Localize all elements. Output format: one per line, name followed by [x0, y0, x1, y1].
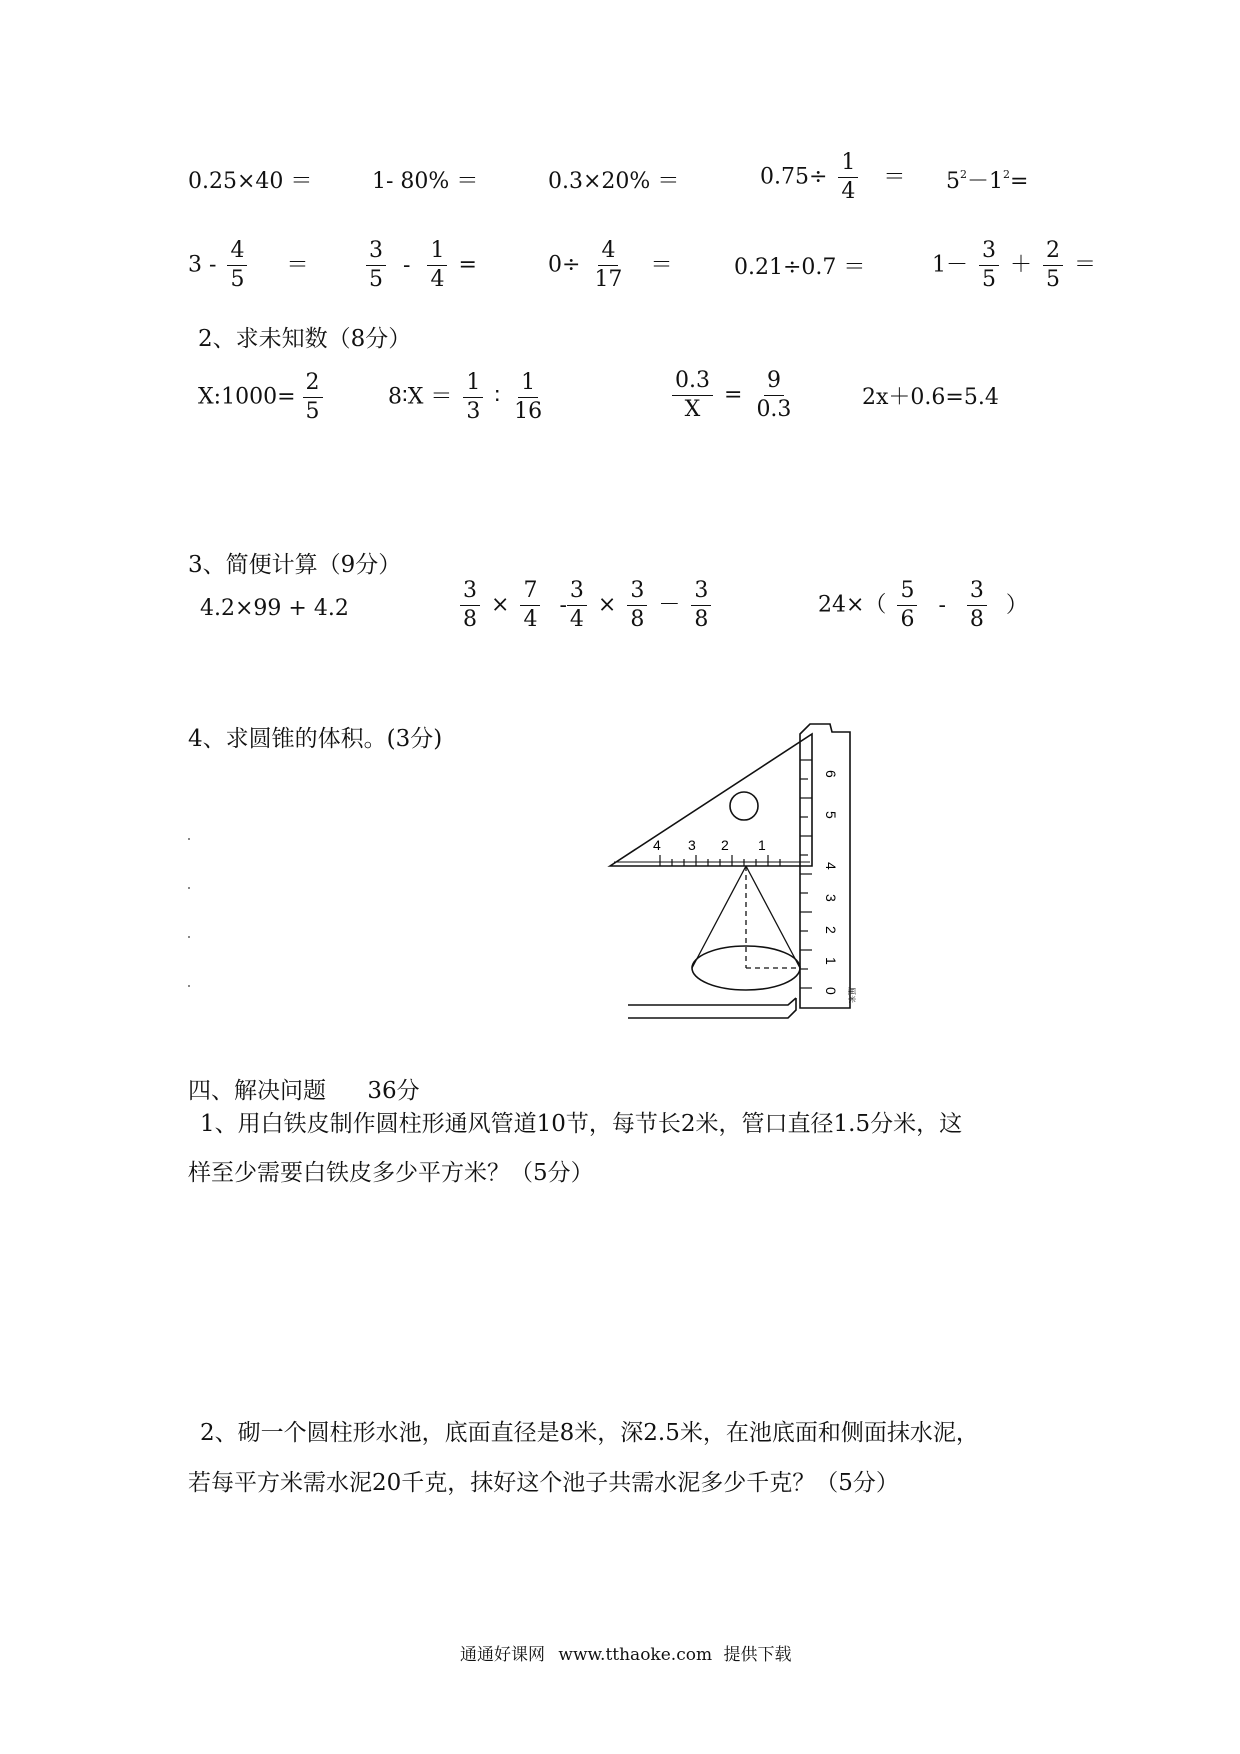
- fraction: $\frac{1}{3}$: [463, 372, 483, 423]
- calc-row1-item4-pre: 0.75÷: [760, 164, 828, 190]
- triangle-tick-label: 1: [758, 837, 766, 853]
- calc-row1-item4-post: ＝: [883, 164, 906, 190]
- ruler-tick-label: 0: [823, 987, 839, 995]
- fraction: $\frac{4}{5}$: [227, 240, 247, 291]
- calc-row1-item2: 1- 80% ＝: [372, 169, 479, 194]
- scan-dot: [188, 887, 190, 889]
- triangle-tick-label: 2: [721, 837, 729, 853]
- problem-2-line-1: 2、砌一个圆柱形水池，底面直径是8米，深2.5米，在池底面和侧面抹水泥，: [200, 1420, 979, 1446]
- part4-title: 四、解决问题: [188, 1078, 326, 1104]
- footer-action: 提供下载: [723, 1645, 792, 1665]
- cone-side-left: [692, 866, 746, 968]
- equation-1: X:1000= $\frac{2}{5}$: [198, 372, 327, 423]
- fraction: $\frac{3}{8}$: [967, 580, 987, 631]
- triangle-tick-label: 3: [688, 837, 696, 853]
- footer-site: 通通好课网: [460, 1645, 545, 1665]
- calc-row1-item5: $5^2-1^2=$: [946, 168, 1029, 194]
- calc-row2-item5: 1－ $\frac{3}{5}$ ＋ $\frac{2}{5}$ ＝: [932, 238, 1097, 292]
- ruler-tick-label: 1: [823, 957, 839, 965]
- fraction: $\frac{3}{8}$: [460, 580, 480, 631]
- ruler-unit-label: 厘米: [847, 987, 856, 1003]
- section4-heading: 4、求圆锥的体积。(3分): [188, 726, 443, 752]
- fraction: $\frac{0.3}{X}$: [672, 370, 713, 421]
- cone-figure: [600, 720, 870, 1040]
- calc-row1-item3: 0.3×20% ＝: [548, 169, 680, 194]
- part4-heading: [188, 1072, 420, 1105]
- calc-row2-item1: 3 - $\frac{4}{5}$ ＝: [188, 238, 309, 292]
- equation-3: $\frac{0.3}{X}$ = $\frac{9}{0.3}$: [668, 370, 798, 421]
- calc-row1-item1: 0.25×40 ＝: [188, 169, 313, 194]
- table-surface: [628, 998, 796, 1005]
- fraction: $\frac{3}{5}$: [366, 240, 386, 291]
- footer: [460, 1640, 791, 1665]
- section2-heading: 2、求未知数（8分）: [198, 326, 412, 352]
- footer-url: www.tthaoke.com: [558, 1645, 713, 1665]
- fraction: $\frac{1}{4}$: [838, 152, 858, 203]
- ruler-tick-label: 2: [823, 926, 839, 934]
- calc-row2-item2: $\frac{3}{5}$ - $\frac{1}{4}$ =: [362, 240, 477, 291]
- fraction: $\frac{2}{5}$: [303, 372, 323, 423]
- ruler-tick-label: 5: [823, 811, 839, 819]
- set-square-triangle: [610, 734, 812, 866]
- triangle-hole: [730, 792, 758, 820]
- fraction: $\frac{7}{4}$: [520, 580, 540, 631]
- calc-row2-item4: 0.21÷0.7 ＝: [734, 255, 866, 280]
- simplify-1: 4.2×99 + 4.2: [200, 596, 349, 621]
- simplify-3: 24×（ $\frac{5}{6}$ - $\frac{3}{8}$ ）: [818, 578, 1028, 632]
- problem-2-line-2: 若每平方米需水泥20千克，抹好这个池子共需水泥多少千克？（5分）: [188, 1470, 899, 1496]
- simplify-2: $\frac{3}{8}$ × $\frac{7}{4}$ - $\frac{3}{4}$ × $\frac{3}{8}$ － $\frac{3}{8}$: [456, 580, 715, 631]
- section3-heading: 3、简便计算（9分）: [188, 552, 402, 578]
- ruler-tick-label: 4: [823, 862, 839, 870]
- cone-side-right: [746, 866, 800, 968]
- calc-row1-item4: [760, 152, 905, 203]
- fraction: $\frac{5}{6}$: [897, 580, 917, 631]
- fraction: $\frac{3}{5}$: [979, 240, 999, 291]
- triangle-tick-label: 4: [653, 837, 661, 853]
- ruler-tick-label: 3: [823, 894, 839, 902]
- fraction: $\frac{3}{8}$: [691, 580, 711, 631]
- equation-4: 2x＋0.6=5.4: [862, 385, 999, 410]
- fraction: $\frac{2}{5}$: [1043, 240, 1063, 291]
- fraction: $\frac{9}{0.3}$: [756, 368, 792, 422]
- scan-dot: [188, 936, 190, 938]
- equation-2: 8∶X ＝ $\frac{1}{3}$ ∶ $\frac{1}{16}$: [388, 372, 549, 423]
- scan-dot: [188, 985, 190, 987]
- problem-1-line-2: 样至少需要白铁皮多少平方米？（5分）: [188, 1160, 594, 1186]
- calc-row2-item3: 0÷ $\frac{4}{17}$ ＝: [548, 238, 673, 292]
- fraction: $\frac{4}{17}$: [594, 238, 623, 292]
- fraction: $\frac{3}{4}$: [567, 580, 587, 631]
- table-edge: [628, 998, 796, 1018]
- fraction: $\frac{1}{16}$: [514, 370, 543, 424]
- fraction: $\frac{1}{4}$: [427, 240, 447, 291]
- scan-dot: [188, 838, 190, 840]
- part4-score: 36分: [367, 1078, 420, 1104]
- ruler-tick-label: 6: [823, 770, 839, 778]
- problem-1-line-1: 1、用白铁皮制作圆柱形通风管道10节，每节长2米，管口直径1.5分米，这: [200, 1111, 963, 1137]
- fraction: $\frac{3}{8}$: [627, 580, 647, 631]
